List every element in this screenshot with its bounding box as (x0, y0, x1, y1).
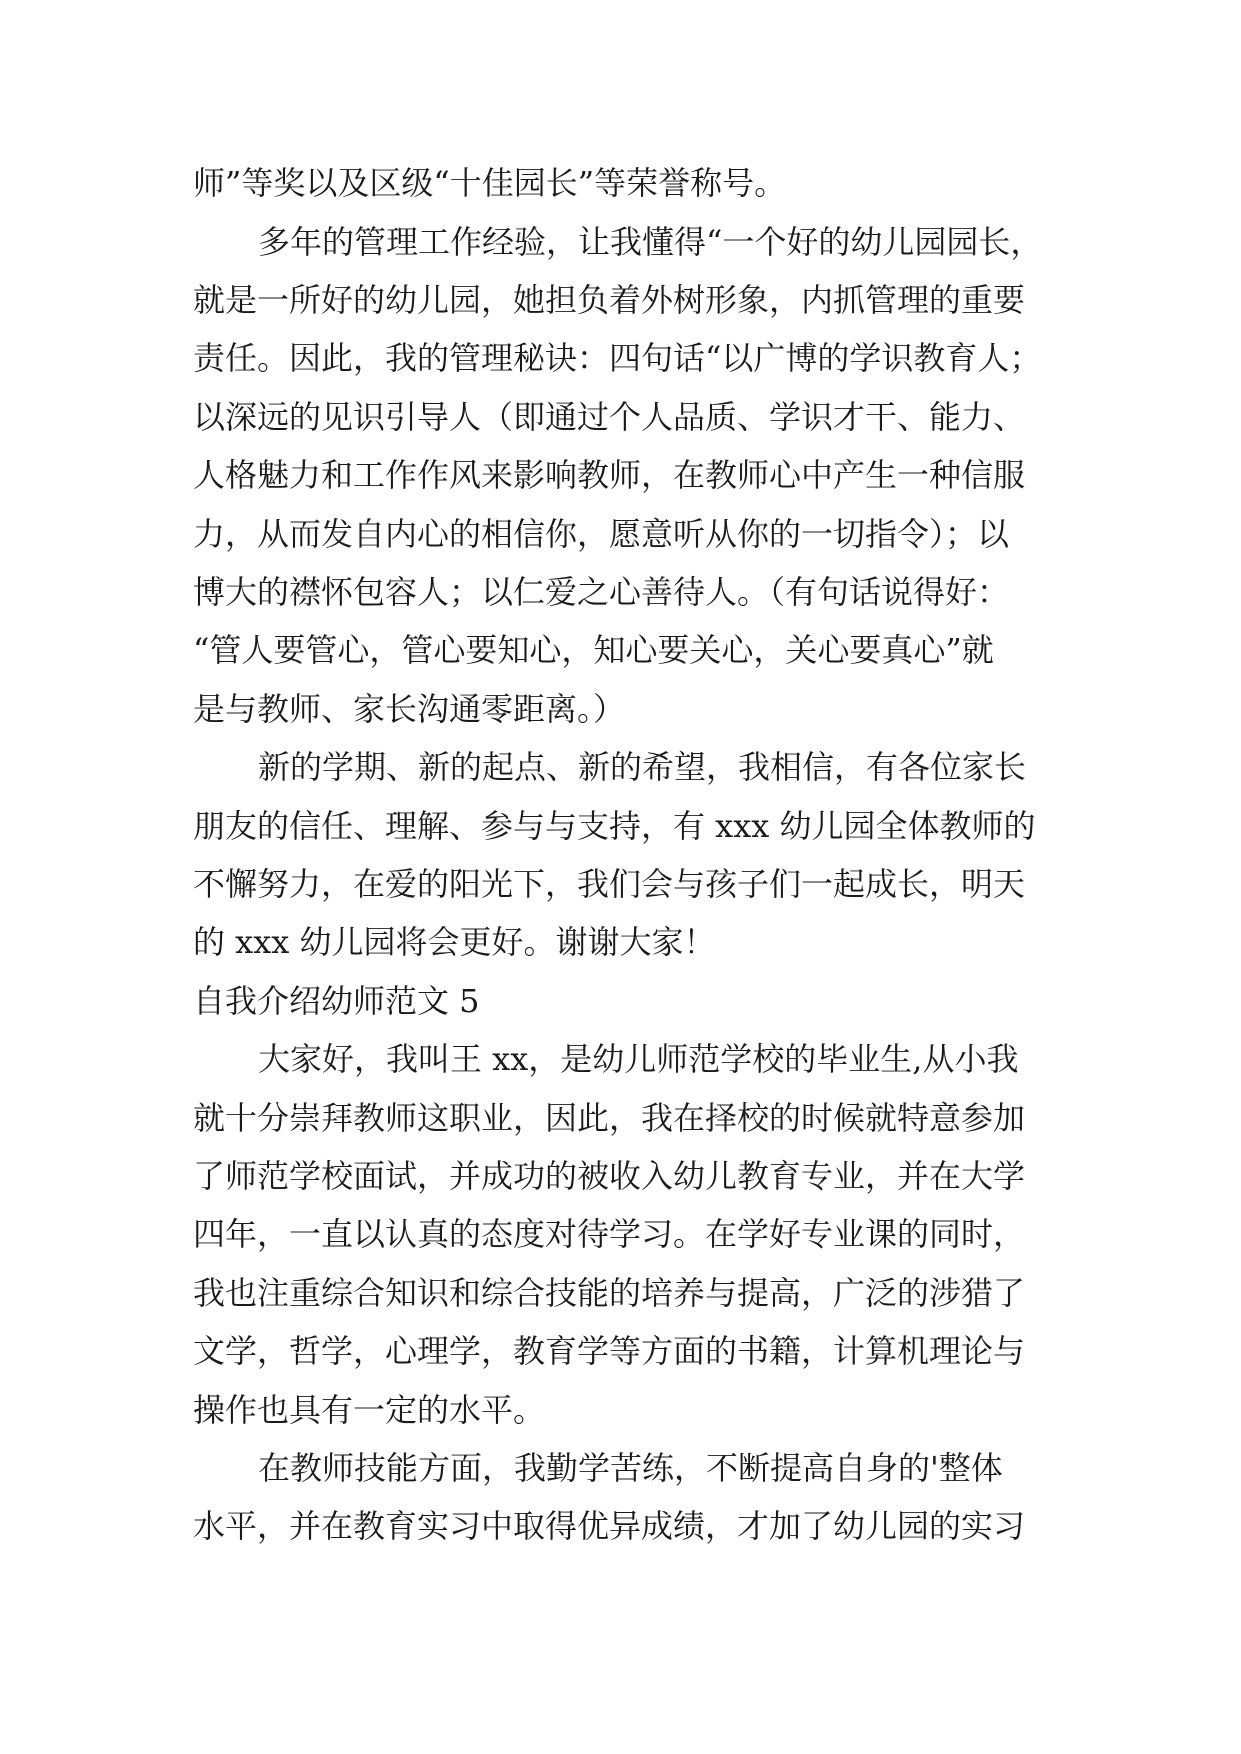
text-line: 水平，并在教育实习中取得优异成绩，才加了幼儿园的实习 (193, 1507, 1026, 1545)
text-line: 就十分崇拜教师这职业，因此，我在择校的时候就特意参加 (193, 1099, 1026, 1137)
section-heading: 自我介绍幼师范文 5 (193, 982, 480, 1020)
text-line: 人格魅力和工作作风来影响教师，在教师心中产生一种信服 (193, 456, 1026, 494)
text-line: 博大的襟怀包容人；以仁爱之心善待人。（有句话说得好： (193, 573, 1010, 611)
text-line: 责任。因此，我的管理秘诀：四句话“以广博的学识教育人； (193, 339, 1042, 377)
text-line: 文学，哲学，心理学，教育学等方面的书籍，计算机理论与 (193, 1332, 1026, 1370)
text-line: 在教师技能方面，我勤学苦练，不断提高自身的'整体 (258, 1449, 1003, 1487)
text-line: “管人要管心，管心要知心，知心要关心，关心要真心”就 (193, 631, 994, 669)
text-line: 的 xxx 幼儿园将会更好。谢谢大家！ (193, 923, 716, 961)
text-line: 朋友的信任、理解、参与与支持，有 xxx 幼儿园全体教师的 (193, 807, 1036, 845)
text-line: 我也注重综合知识和综合技能的培养与提高，广泛的涉猎了 (193, 1274, 1026, 1312)
text-line: 力，从而发自内心的相信你，愿意听从你的一切指令）；以 (193, 515, 1010, 553)
text-line: 大家好，我叫王 xx，是幼儿师范学校的毕业生,从小我 (258, 1040, 1019, 1078)
text-line: 师”等奖以及区级“十佳园长”等荣誉称号。 (193, 164, 787, 202)
text-line: 新的学期、新的起点、新的希望，我相信，有各位家长 (258, 748, 1027, 786)
text-line: 了师范学校面试，并成功的被收入幼儿教育专业，并在大学 (193, 1157, 1026, 1195)
text-line: 多年的管理工作经验，让我懂得“一个好的幼儿园园长， (258, 223, 1043, 261)
text-line: 不懈努力，在爱的阳光下，我们会与孩子们一起成长，明天 (193, 865, 1026, 903)
text-line: 以深远的见识引导人（即通过个人品质、学识才干、能力、 (193, 398, 1026, 436)
text-line: 就是一所好的幼儿园，她担负着外树形象，内抓管理的重要 (193, 281, 1026, 319)
text-line: 四年，一直以认真的态度对待学习。在学好专业课的同时， (193, 1215, 1026, 1253)
text-line: 是与教师、家长沟通零距离。） (193, 690, 626, 728)
text-line: 操作也具有一定的水平。 (193, 1391, 546, 1429)
